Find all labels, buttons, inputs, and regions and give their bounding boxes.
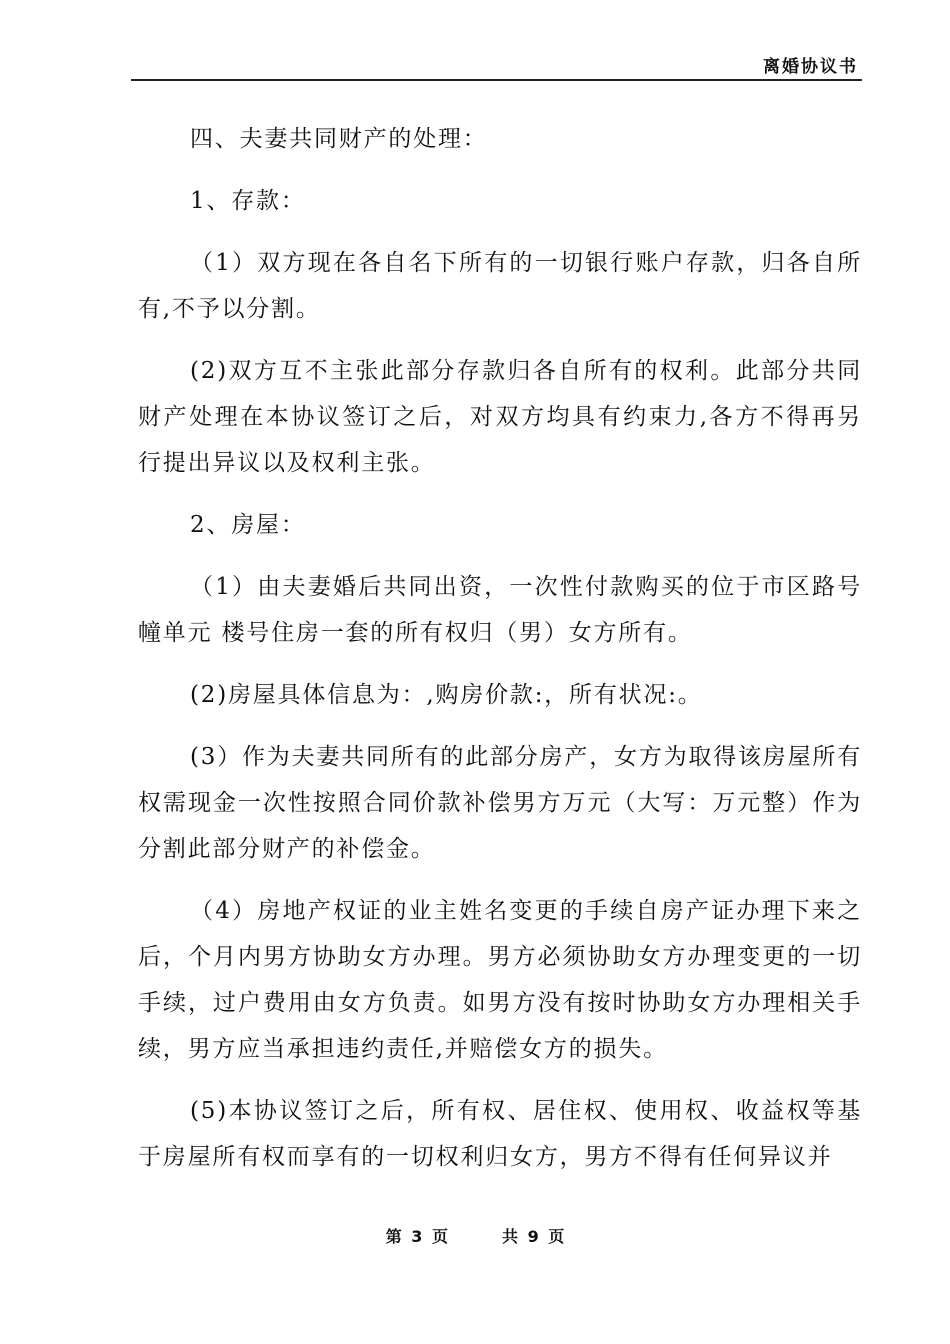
paragraph-house-4: （4）房地产权证的业主姓名变更的手续自房产证办理下来之后，个月内男方协助女方办理。男方必须协助女方办理变更的一切手续，过户费用由女方负责。如男方没有按时协助女方办理相关手续，男方应当承担违约责任,并赔偿女方的损失。 <box>138 898 862 1062</box>
header-divider <box>131 79 862 81</box>
paragraph-house-5: (5)本协议签订之后，所有权、居住权、使用权、收益权等基于房屋所有权而享有的一切权利归女方，男方不得有任何异议并 <box>138 1098 862 1170</box>
subheading-deposits: 1、存款： <box>190 188 306 214</box>
paragraph-deposit-1: （1）双方现在各自名下所有的一切银行账户存款，归各自所有,不予以分割。 <box>138 250 862 322</box>
paragraph-deposit-2: (2)双方互不主张此部分存款归各自所有的权利。此部分共同财产处理在本协议签订之后，对双方均具有约束力,各方不得再另行提出异议以及权利主张。 <box>138 358 862 476</box>
section-heading-property: 四、夫妻共同财产的处理： <box>190 126 488 152</box>
page-total: 共 9 页 <box>502 1227 565 1246</box>
page-number: 第 3 页 <box>385 1227 448 1246</box>
page-footer <box>0 1224 950 1247</box>
paragraph-house-3: (3）作为夫妻共同所有的此部分房产，女方为取得该房屋所有权需现金一次性按照合同价款补偿男方万元（大写：万元整）作为分割此部分财产的补偿金。 <box>138 744 863 862</box>
subheading-house: 2、房屋： <box>190 512 306 538</box>
document-body <box>138 116 862 1196</box>
document-header-title: 离婚协议书 <box>763 57 858 77</box>
paragraph-house-2: (2)房屋具体信息为：,购房价款:，所有状况:。 <box>190 682 703 708</box>
paragraph-house-1: （1）由夫妻婚后共同出资，一次性付款购买的位于市区路号幢单元 楼号住房一套的所有权归（男）女方所有。 <box>138 574 862 646</box>
